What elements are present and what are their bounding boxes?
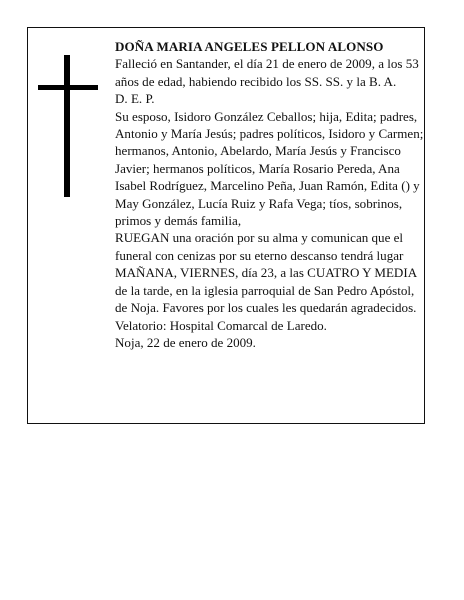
dep-line: D. E. P. <box>115 91 155 107</box>
place-date: Noja, 22 de enero de 2009. <box>115 334 256 350</box>
latin-cross-icon <box>38 55 98 197</box>
family-list: Su esposo, Isidoro González Ceballos; hija, Edita; padres, Antonio y María Jesús; padres políticos, Isidoro y Carmen; hermanos, Antonio, Abelardo, María Jesús y Francisco Javier; hermanos políticos, María Rosario Pereda, Ana Isabel Rodríguez, Marcelino Peña, Juan Ramón, Edita () y May González, Lucía Ruiz y Rafa Vega; tíos, sobrinos, primos y demás familia, <box>115 108 424 229</box>
deceased-name: DOÑA MARIA ANGELES PELLON ALONSO <box>115 39 384 54</box>
obituary-text <box>115 38 425 351</box>
cross-horizontal-bar <box>38 85 98 90</box>
funeral-request: RUEGAN una oración por su alma y comunican que el funeral con cenizas por su eterno descanso tendrá lugar MAÑANA, VIERNES, día 23, a las CUATRO Y MEDIA de la tarde, en la iglesia parroquial de San Pedro Apóstol, de Noja. Favores por los cuales les quedarán agradecidos. Velatorio: Hospital Comarcal de Laredo. <box>115 230 417 333</box>
death-statement: Falleció en Santander, el día 21 de enero de 2009, a los 53 años de edad, habiendo recibido los SS. SS. y la B. A. <box>115 56 419 89</box>
cross-vertical-bar <box>64 55 70 197</box>
